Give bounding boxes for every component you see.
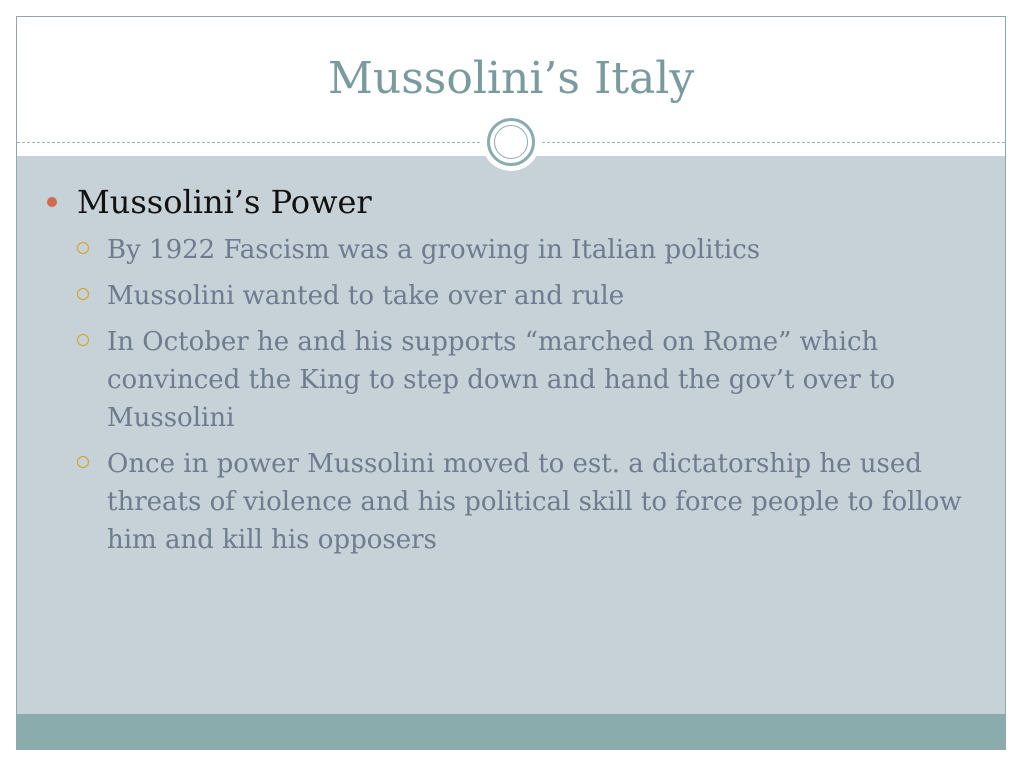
sub-bullet-item [77,445,977,559]
sub-bullet-item [77,277,977,315]
sub-bullet-text: By 1922 Fascism was a growing in Italian politics [107,235,761,265]
sub-bullet-item [77,323,977,437]
hollow-bullet-icon [77,334,89,346]
heading-bullet [47,183,987,221]
sub-bullet-text: Once in power Mussolini moved to est. a dictatorship he used threats of violence and his political skill to force people to follow him and kill his opposers [107,449,962,555]
footer-bar [17,714,1005,749]
hollow-bullet-icon [77,456,89,468]
hollow-bullet-icon [77,288,89,300]
sub-bullet-text: Mussolini wanted to take over and rule [107,281,625,311]
sub-bullet-text: In October he and his supports “marched on Rome” which convinced the King to step down and hand the gov’t over to Mussolini [107,327,896,433]
filled-bullet-icon [47,197,57,207]
heading-bullet-text: Mussolini’s Power [77,183,372,221]
sub-bullet-list [77,231,977,567]
slide [16,16,1006,750]
slide-title: Mussolini’s Italy [327,53,695,104]
hollow-bullet-icon [77,242,89,254]
ring-ornament-icon [482,113,540,171]
sub-bullet-item [77,231,977,269]
